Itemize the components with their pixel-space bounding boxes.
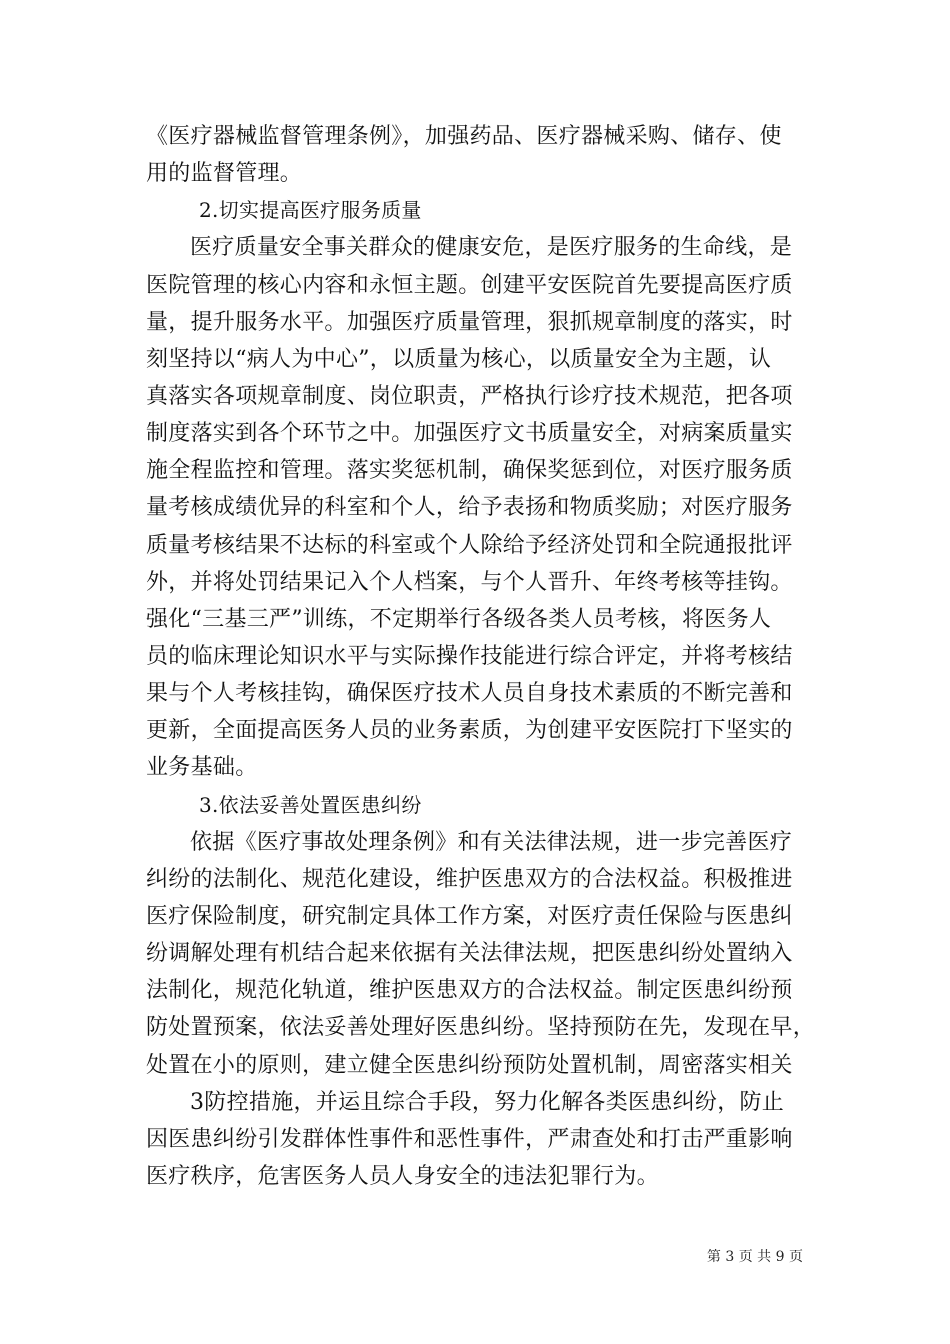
body-line: 医疗保险制度，研究制定具体工作方案，对医疗责任保险与医患纠 — [146, 903, 793, 929]
body-line: 制度落实到各个环节之中。加强医疗文书质量安全，对病案质量实 — [146, 421, 793, 447]
section-heading: 3.依法妥善处置医患纠纷 — [199, 792, 422, 817]
body-line: 医疗秩序，危害医务人员人身安全的违法犯罪行为。 — [146, 1163, 659, 1189]
body-line: 量，提升服务水平。加强医疗质量管理，狠抓规章制度的落实，时 — [146, 309, 793, 335]
body-line: 《医疗器械监督管理条例》，加强药品、医疗器械采购、储存、使 — [146, 124, 782, 149]
body-line: 处置在小的原则，建立健全医患纠纷预防处置机制，周密落实相关 — [146, 1052, 793, 1078]
document-body — [146, 118, 816, 1195]
body-line: 外，并将处罚结果记入个人档案，与个人晋升、年终考核等挂钩。 — [146, 569, 793, 595]
body-line: 防处置预案，依法妥善处理好医患纠纷。坚持预防在先，发现在早， — [146, 1015, 816, 1041]
body-line: 用的监督管理。 — [146, 161, 303, 187]
paragraph-start-line: 3防控措施，并运且综合手段，努力化解各类医患纠纷，防止 — [190, 1089, 785, 1115]
body-line: 因医患纠纷引发群体性事件和恶性事件，严肃查处和打击严重影响 — [146, 1126, 793, 1152]
body-line: 更新，全面提高医务人员的业务素质，为创建平安医院打下坚实的 — [146, 718, 793, 744]
body-line: 业务基础。 — [146, 755, 258, 781]
body-line: 法制化，规范化轨道，维护医患双方的合法权益。制定医患纠纷预 — [146, 978, 793, 1004]
body-line: 医院管理的核心内容和永恒主题。创建平安医院首先要提高医疗质 — [146, 272, 793, 298]
body-line: 员的临床理论知识水平与实际操作技能进行综合评定，并将考核结 — [146, 643, 793, 669]
body-line: 纷调解处理有机结合起来依据有关法律法规，把医患纠纷处置纳入 — [146, 941, 793, 967]
body-line: 果与个人考核挂钩，确保医疗技术人员自身技术素质的不断完善和 — [146, 681, 793, 707]
body-line: 施全程监控和管理。落实奖惩机制，确保奖惩到位，对医疗服务质 — [146, 458, 793, 484]
section-heading: 2.切实提高医疗服务质量 — [199, 198, 422, 223]
body-line: 质量考核结果不达标的科室或个人除给予经济处罚和全院通报批评 — [146, 532, 793, 558]
body-line: 量考核成绩优异的科室和个人，给予表扬和物质奖励；对医疗服务 — [146, 495, 793, 521]
paragraph-start-line: 医疗质量安全事关群众的健康安危，是医疗服务的生命线，是 — [190, 235, 793, 261]
body-line: 刻坚持以“病人为中心”，以质量为核心，以质量安全为主题，认 — [146, 346, 772, 372]
page-number: 第 3 页 共 9 页 — [706, 1249, 803, 1265]
body-line: 真落实各项规章制度、岗位职责，严格执行诊疗技术规范，把各项 — [146, 383, 793, 409]
body-line: 纠纷的法制化、规范化建设，维护医患双方的合法权益。积极推进 — [146, 866, 793, 892]
body-line: 强化“三基三严”训练，不定期举行各级各类人员考核，将医务人 — [146, 606, 772, 632]
paragraph-start-line: 依据《医疗事故处理条例》和有关法律法规，进一步完善医疗 — [190, 829, 793, 855]
